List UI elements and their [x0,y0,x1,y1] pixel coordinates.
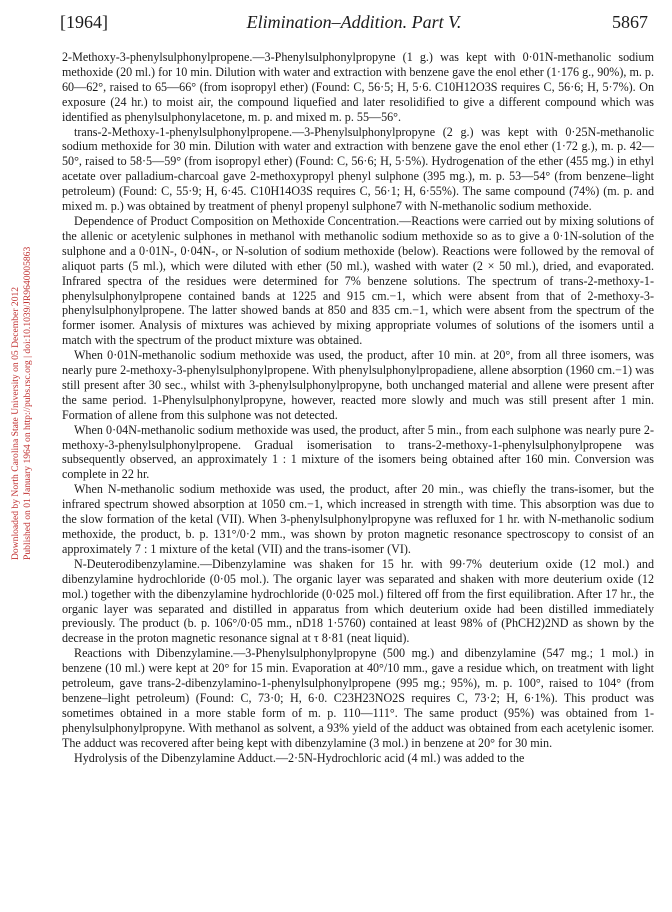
publication-notice: Published on 01 January 1964 on http://pubs.rsc.org | doi:10.1039/JR9640005863 [22,246,33,560]
paragraph-deuterodibenzylamine: N-Deuterodibenzylamine.—Dibenzylamine was shaken for 15 hr. with 99·7% deuterium oxide (12 mol.) and dibenzylamine hydrochloride (0·05 mol.). The organic layer was separated and shaken with more deuterium oxide (12 mol.) together with the dibenzylamine hydrochloride (0·025 mol.) filtered off from the first equilibration. After 17 hr., the organic layer was separated and distilled in apparatus from which deuterium oxide had been distilled immediately previously. The product (b. p. 106°/0·05 mm., nD18 1·5760) contained at least 98% of (PhCH2)2ND as shown by the decrease in the proton magnetic resonance signal at τ 8·81 (neat liquid). [62,556,654,646]
paragraph-trans-methoxy: trans-2-Methoxy-1-phenylsulphonylpropene.—3-Phenylsulphonylpropyne (2 g.) was kept with 0·25N-methanolic sodium methoxide for 30 min. Dilution with water and extraction with benzene gave the enol ether (1·72 g.), m. p. 42—50°, raised to 58·5—59° (from isopropyl ether) (Found: C, 56·6; H, 5·5%). Hydrogenation of the ether (455 mg.) in ethyl acetate over palladium-charcoal gave 2-methoxypropyl phenyl sulphone (395 mg.), m. p. 53—54° (from benzene–light petroleum) (Found: C, 55·9; H, 6·45. C10H14O3S requires C, 56·1; H, 6·55%). The same compound (74%) (m. p. and mixed m. p.) was obtained by treatment of phenyl propenyl sulphone7 with N-methanolic sodium methoxide. [62,124,654,214]
paragraph-004n-methoxide: When 0·04N-methanolic sodium methoxide was used, the product, after 5 min., from each sulphone was nearly pure 2-methoxy-3-phenylsulphonylpropene. Gradual isomerisation to trans-2-methoxy-1-phenylsulphonylpropene was subsequently observed, an approximately 1 : 1 mixture of the isomers being obtained after 160 min. Conversion was complete in 22 hr. [62,422,654,482]
running-header [60,12,648,36]
running-title: Elimination–Addition. Part V. [246,12,462,32]
paragraph-hydrolysis: Hydrolysis of the Dibenzylamine Adduct.—2·5N-Hydrochloric acid (4 ml.) was added to the [74,750,525,765]
paragraph-methoxy-propene: 2-Methoxy-3-phenylsulphonylpropene.—3-Phenylsulphonylpropyne (1 g.) was kept with 0·01N-methanolic sodium methoxide (20 ml.) for 10 min. Dilution with water and extraction with benzene gave the enol ether (1·176 g., 90%), m. p. 60—62°, raised to 65—66° (from isopropyl ether) (Found: C, 56·5; H, 5·6. C10H12O3S requires C, 56·6; H, 5·7%). On exposure (24 hr.) to moist air, the compound liquefied and later resolidified to give a different compound which was identified as phenylsulphonylacetone, m. p. and mixed m. p. 55—56°. [62,50,654,124]
download-notice: Downloaded by North Carolina State University on 05 December 2012 [10,286,21,560]
page-number: 5867 [612,12,648,32]
paragraph-product-composition: Dependence of Product Composition on Methoxide Concentration.—Reactions were carried out by mixing solutions of the allenic or acetylenic sulphones in methanol with methanolic sodium methoxide so as to give a 0·1N-solution of the sulphone and a 0·01N-, 0·04N-, or N-solution of sodium methoxide (below). Reactions were followed by the removal of aliquot parts (5 ml.), which were diluted with ether (50 ml.), washed with water (2 × 50 ml.), dried, and evaporated. Infrared spectra of the residues were determined for 7% benzene solutions. The spectrum of trans-2-methoxy-1-phenylsulphonylpropene contained bands at 1225 and 915 cm.−1, which were absent from that of 2-methoxy-3-phenylsulphonylpropene. The latter showed bands at 850 and 835 cm.−1, which were absent from the spectrum of the former isomer. Analysis of mixtures was achieved by mixing appropriate volumes of solutions of the isomers until a match with the spectrum of the product mixture was obtained. [62,213,654,348]
download-watermark [0,0,36,912]
journal-year: [1964] [60,12,108,32]
paragraph-n-methoxide: When N-methanolic sodium methoxide was used, the product, after 20 min., was chiefly the trans-isomer, but the infrared spectrum showed absorption at 1050 cm.−1, which increased in strength with time. This absorption was due to the slow formation of the ketal (VII). When 3-phenylsulphonylpropyne was refluxed for 1 hr. with N-methanolic sodium methoxide, the product, b. p. 131°/0·2 mm., was shown by proton magnetic resonance spectroscopy to consist of an approximately 7 : 1 mixture of the ketal (VII) and the trans-isomer (VI). [62,482,654,556]
article-body [62,50,654,766]
paragraph-001n-methoxide: When 0·01N-methanolic sodium methoxide was used, the product, after 10 min. at 20°, from all three isomers, was nearly pure 2-methoxy-3-phenylsulphonylpropene. With phenylsulphonylpropadiene, allene absorption (1960 cm.−1) was still present after 30 sec., whilst with 3-phenylsulphonylpropyne, both unchanged material and allene were present after the same period. 1-Phenylsulphonylpropyne, however, reacted more slowly and much was still present after 1 min. Formation of allene from this sulphone was not detected. [62,348,654,422]
paragraph-dibenzylamine-reactions: Reactions with Dibenzylamine.—3-Phenylsulphonylpropyne (500 mg.) and dibenzylamine (547 mg.; 1 mol.) in benzene (10 ml.) were kept at 20° for 15 min. Evaporation at 40°/10 mm., gave a residue which, on treatment with light petroleum, gave trans-2-dibenzylamino-1-phenylsulphonylpropene (995 mg.; 95%), m. p. 100°, raised to 104° (from benzene–light petroleum) (Found: C, 73·0; H, 6·0. C23H23NO2S requires C, 73·2; H, 6·1%). This product was sometimes obtained in a more stable form of m. p. 110—111°. The same product (95%) was obtained from 1-phenylsulphonylpropyne. With methanol as solvent, a 93% yield of the adduct was obtained from each acetylenic isomer. The adduct was recovered after being kept with dibenzylamine (3 mol.) in benzene at 20° for 30 min. [62,646,654,750]
